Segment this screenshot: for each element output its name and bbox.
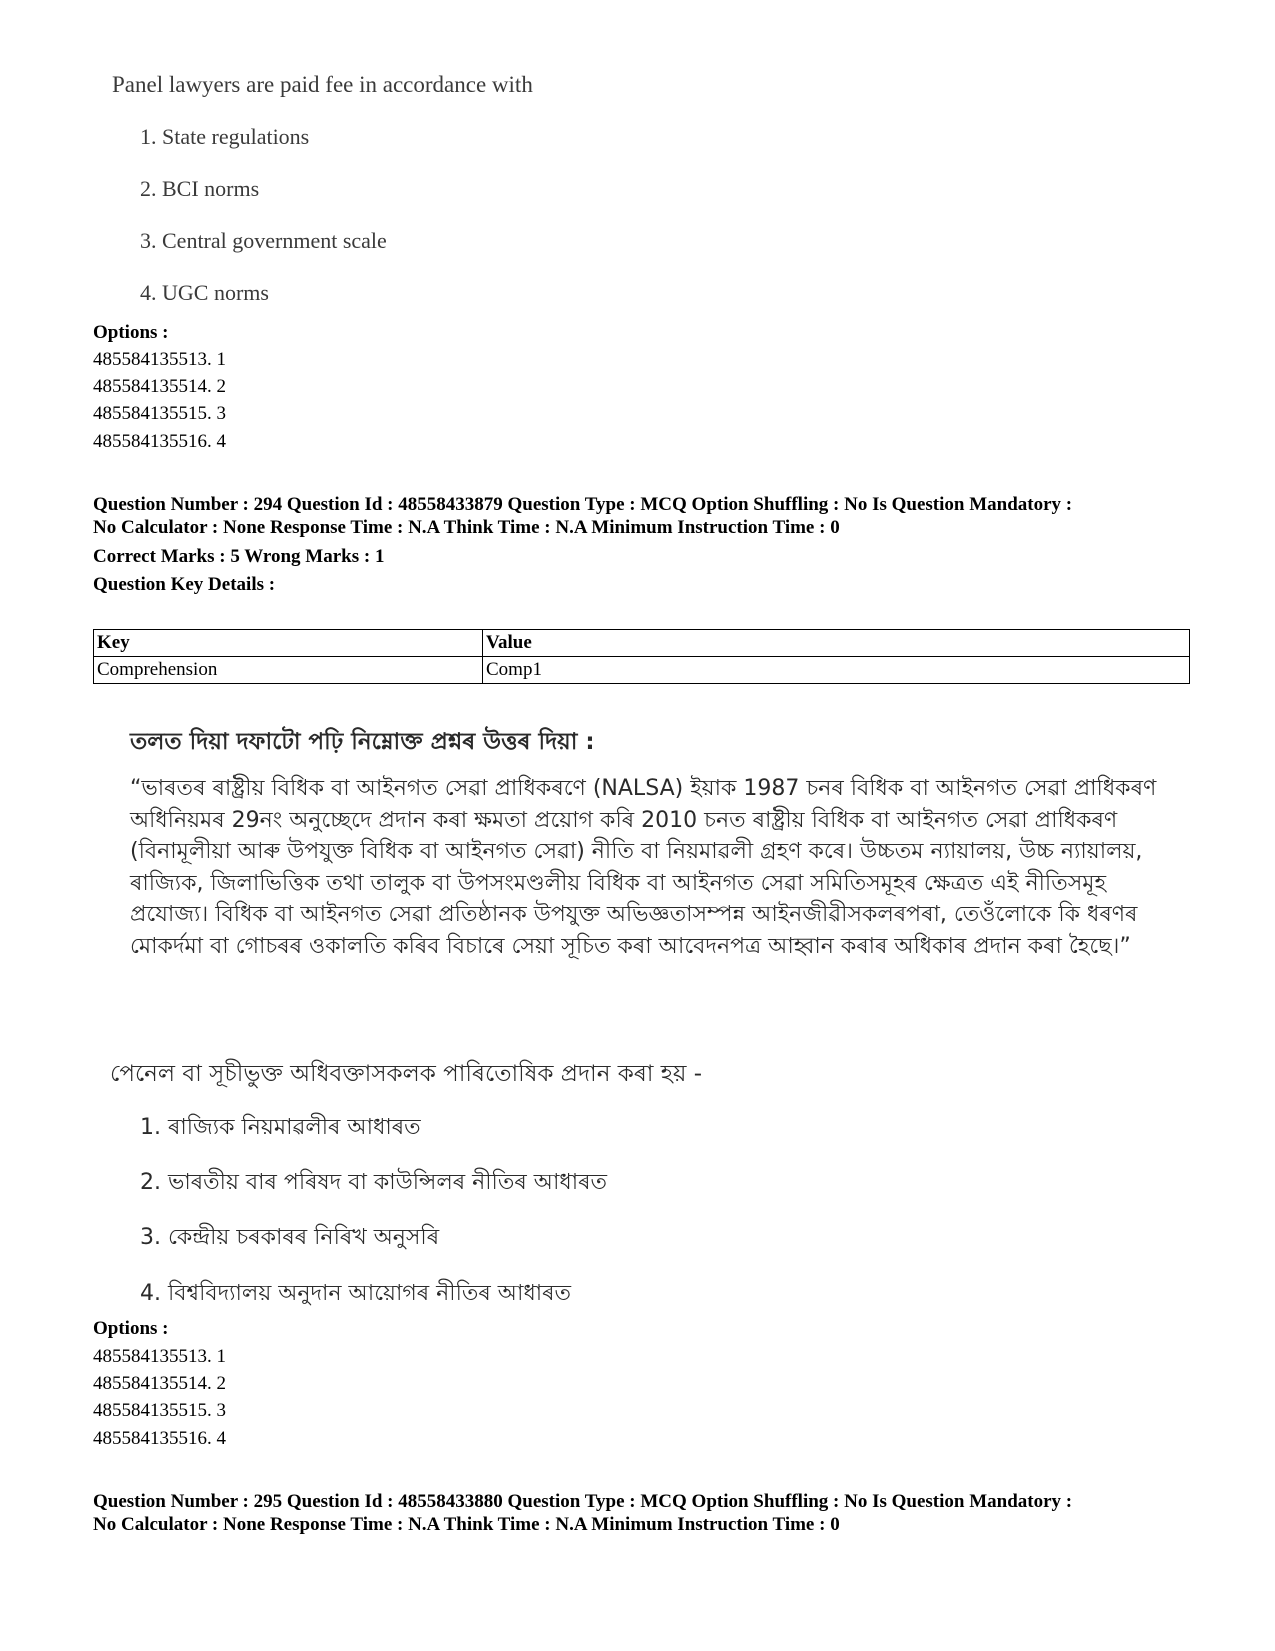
- question-meta-line2: No Calculator : None Response Time : N.A Think Time : N.A Minimum Instruction Time : 0: [93, 517, 840, 538]
- question-marks: Correct Marks : 5 Wrong Marks : 1: [93, 546, 385, 567]
- choice-4: 4. বিশ্ববিদ্যালয় অনুদান আয়োগৰ নীতিৰ আধাৰত: [140, 1281, 572, 1306]
- passage-text: “ভাৰতৰ ৰাষ্ট্ৰীয় বিধিক বা আইনগত সেৱা প্ৰাধিকৰণে (NALSA) ইয়াক 1987 চনৰ বিধিক বা আইনগত সেৱা প্ৰাধিকৰণ অধিনিয়মৰ 29নং অনুচ্ছেদে প্ৰদান কৰা ক্ষমতা প্ৰয়োগ কৰি 2010 চনত ৰাষ্ট্ৰীয় বিধিক বা আইনগত সেৱা প্ৰাধিকৰণ (বিনামূলীয়া আৰু উপযুক্ত বিধিক বা আইনগত সেৱা) নীতি বা নিয়মাৱলী গ্ৰহণ কৰে। উচ্চতম ন্যায়ালয়, উচ্চ ন্যায়ালয়, ৰাজ্যিক, জিলাভিত্তিক তথা তালুক বা উপসংমণ্ডলীয় বিধিক বা আইনগত সেৱা সমিতিসমূহৰ ক্ষেত্ৰত এই নীতিসমূহ প্ৰযোজ্য। বিধিক বা আইনগত সেৱা প্ৰতিষ্ঠানক উপযুক্ত অভিজ্ঞতাসম্পন্ন আইনজীৱীসকলৰপৰা, তেওঁলোকে কি ধৰণৰ মোকৰ্দমা বা গোচৰৰ ওকালতি কৰিব বিচাৰে সেয়া সূচিত কৰা আবেদনপত্ৰ আহ্বান কৰাৰ অধিকাৰ প্ৰদান কৰা হৈছে।”: [130, 776, 1157, 959]
- choice-1: 1. State regulations: [140, 124, 310, 149]
- option-row: 485584135516. 4: [93, 1428, 226, 1449]
- option-row: 485584135513. 1: [93, 1346, 226, 1367]
- choice-2: 2. ভাৰতীয় বাৰ পৰিষদ বা কাউন্সিলৰ নীতিৰ আধাৰত: [140, 1170, 607, 1195]
- question-meta-line2: No Calculator : None Response Time : N.A Think Time : N.A Minimum Instruction Time : 0: [93, 1514, 840, 1535]
- key-details-table: [93, 629, 1190, 684]
- choice-3: 3. কেন্দ্ৰীয় চৰকাৰৰ নিৰিখ অনুসৰি: [140, 1225, 440, 1250]
- question-text: পেনেল বা সূচীভুক্ত অধিবক্তাসকলক পাৰিতোষিক প্ৰদান কৰা হয় -: [110, 1061, 703, 1087]
- question-meta-line1: Question Number : 294 Question Id : 48558433879 Question Type : MCQ Option Shuffling : No Is Question Mandatory :: [93, 494, 1073, 515]
- option-row: 485584135515. 3: [93, 403, 226, 424]
- option-row: 485584135516. 4: [93, 431, 226, 452]
- option-row: 485584135515. 3: [93, 1400, 226, 1421]
- table-header-row: [94, 630, 1190, 657]
- table-cell-key: Comprehension: [94, 657, 483, 684]
- choice-3: 3. Central government scale: [140, 228, 387, 253]
- key-details-label: Question Key Details :: [93, 574, 276, 595]
- option-row: 485584135514. 2: [93, 376, 226, 397]
- options-label: Options :: [93, 322, 169, 343]
- choice-1: 1. ৰাজ্যিক নিয়মাৱলীৰ আধাৰত: [140, 1115, 421, 1140]
- passage-heading: তলত দিয়া দফাটো পঢ়ি নিম্নোক্ত প্ৰশ্নৰ উত্তৰ দিয়া :: [130, 729, 595, 755]
- table-header-value: Value: [483, 630, 1190, 657]
- option-row: 485584135513. 1: [93, 349, 226, 370]
- option-row: 485584135514. 2: [93, 1373, 226, 1394]
- table-row: [94, 657, 1190, 684]
- choice-2: 2. BCI norms: [140, 176, 260, 201]
- choice-4: 4. UGC norms: [140, 280, 269, 305]
- table-header-key: Key: [94, 630, 483, 657]
- table-cell-value: Comp1: [483, 657, 1190, 684]
- options-label: Options :: [93, 1318, 169, 1339]
- question-meta-line1: Question Number : 295 Question Id : 48558433880 Question Type : MCQ Option Shuffling : No Is Question Mandatory :: [93, 1491, 1073, 1512]
- question-stem: Panel lawyers are paid fee in accordance with: [112, 72, 533, 97]
